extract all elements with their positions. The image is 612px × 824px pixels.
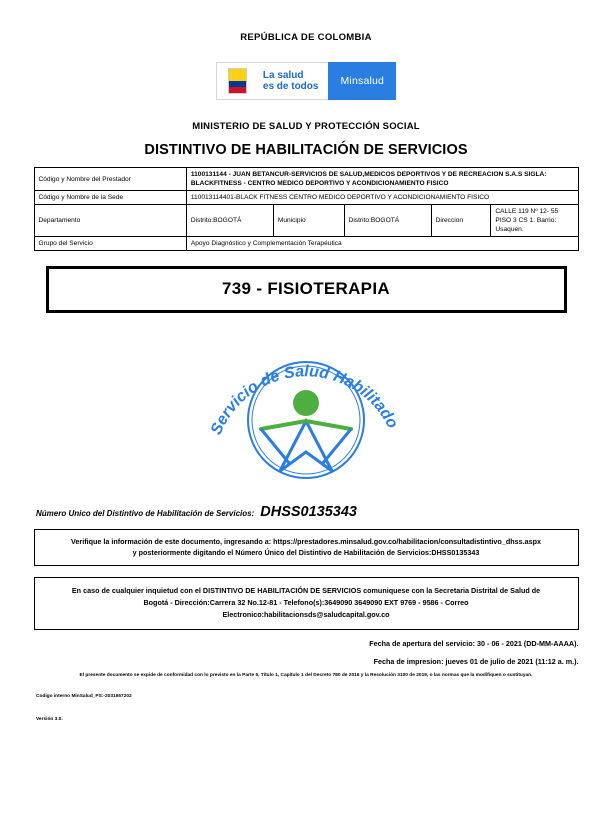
provider-info-table: [34, 167, 579, 251]
sede-label: Código y Nombre de la Sede: [34, 191, 186, 205]
seal-area: [0, 317, 612, 502]
opening-date: Fecha de apertura del servicio: 30 - 06 - 2021 (DD-MM-AAAA).: [369, 639, 579, 648]
ministry-logo: [0, 62, 612, 100]
table-row: [34, 191, 578, 205]
departamento-value: Distrito:BOGOTÁ: [186, 205, 273, 237]
verification-line-1: Verifique la información de este documento, ingresando a: https://prestadores.minsalud.gov.co/habilitacion/consultadistintivo_dhss.aspx: [71, 537, 541, 546]
ministry-heading: MINISTERIO DE SALUD Y PROTECCIÓN SOCIAL: [192, 121, 420, 132]
prestador-value: 1100131144 - JUAN BETANCUR-SERVICIOS DE SALUD,MEDICOS DEPORTIVOS Y DE RECREACION S.A.S SIGLA: BLACKFITNESS - CENTRO MEDICO DEPORTIVO Y ACONDICIONAMIENTO FISICO: [186, 168, 578, 191]
direccion-label: Direccion: [431, 205, 491, 237]
internal-code: Codigo interno MinSalud_PS:-2031657202: [36, 694, 132, 699]
verification-line-2: y posteriormente digitando el Número Único del Distintivo de Habilitación de Servicios:DHSS0135343: [132, 548, 480, 557]
health-service-seal-icon: [191, 317, 421, 502]
contact-line-3: Electronico:habilitacionsds@saludcapital.gov.co: [222, 610, 390, 619]
print-date: Fecha de impresion: jueves 01 de julio de 2021 (11:12 a. m.).: [373, 657, 579, 666]
service-title-box: 739 - FISIOTERAPIA: [46, 266, 567, 313]
direccion-value: CALLE 119 Nº 12- 55 PISO 3 CS 1. Barrio: Usaquen.: [491, 205, 578, 237]
contact-line-2: Bogotá - Dirección:Carrera 32 No.12-81 - Telefono(s):3649090 3649090 EXT 9769 - 9586 - Correo: [143, 598, 469, 607]
document-page: [0, 32, 612, 824]
version-label: Versión 3.0.: [36, 717, 63, 722]
logo-slogan: [259, 62, 329, 100]
contact-line-1: En caso de cualquier inquietud con el DISTINTIVO DE HABILITACIÓN DE SERVICIOS comuniquese con la Secretaria Distrital de Salud de: [71, 586, 541, 595]
departamento-label: Departamento: [34, 205, 186, 237]
logo-slogan-line1: La salud: [262, 70, 304, 81]
table-row: [34, 205, 578, 237]
grupo-servicio-value: Apoyo Diagnóstico y Complementación Terapéutica: [186, 237, 578, 251]
unique-number-row: [36, 504, 612, 520]
logo-slogan-line2: es de todos: [262, 81, 319, 92]
republic-heading: REPÚBLICA DE COLOMBIA: [240, 32, 372, 43]
verification-box: [34, 529, 579, 566]
colombia-flag-icon: [228, 68, 247, 94]
unique-number-label: Número Unico del Distintivo de Habilitación de Servicios:: [36, 509, 255, 518]
grupo-servicio-label: Grupo del Servicio: [34, 237, 186, 251]
municipio-value: Distrito:BOGOTÁ: [344, 205, 431, 237]
table-row: [34, 168, 578, 191]
table-row: [34, 237, 578, 251]
sede-value: 110013114401-BLACK FITNESS CENTRO MEDICO DEPORTIVO Y ACONDICIONAMIENTO FISICO: [186, 191, 578, 205]
page-title: DISTINTIVO DE HABILITACIÓN DE SERVICIOS: [144, 142, 468, 158]
legal-notice: El presente documento se expide de conformidad con lo previsto en la Parte 5, Título 1, Capítulo 1 del Decreto 780 de 2016 y la Resolución 3100 de 2019, o las normas que la modifiquen o sustituyan.: [79, 673, 533, 678]
unique-number-value: DHSS0135343: [260, 504, 358, 520]
dates-area: [34, 639, 579, 666]
contact-box: [34, 577, 579, 630]
svg-text:Servicio de Salud Habilitado: Servicio de Salud Habilitado: [207, 363, 401, 438]
logo-flag-area: [216, 62, 259, 100]
municipio-label: Municipio: [273, 205, 344, 237]
prestador-label: Código y Nombre del Prestador: [34, 168, 186, 191]
logo-brand: Minsalud: [328, 62, 396, 100]
